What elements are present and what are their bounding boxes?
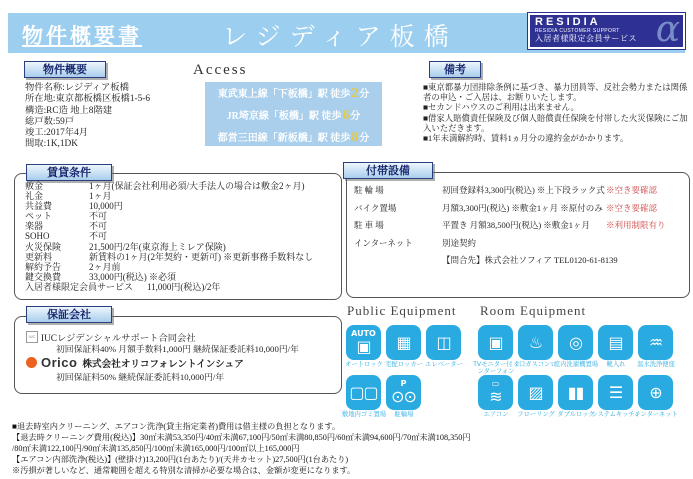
guarantor-terms-1: 初回保証料40% 月額手数料1,000円 継続保証委託料10,000円/年 <box>56 344 299 354</box>
facility-warning: ※空き要確認 <box>606 185 658 195</box>
bicycle-icon: P <box>400 378 407 388</box>
remark-item: ■借家人賠償責任保険及び個人賠償責任保険を付帯した火災保険にご加入いただきます。 <box>423 113 688 133</box>
footnote-line: 【退去時クリーニング費用(税込)】30㎡未満53,350円/40㎡未満67,100円/50㎡未満80,850円/60㎡未満94,600円/70㎡未満108,350円 <box>12 432 471 442</box>
guarantor-name: 株式会社オリコフォレントインシュア <box>82 358 244 370</box>
bicycle-glyph: ⊙⊙ <box>391 386 416 406</box>
route-suffix: 分 <box>359 133 370 144</box>
badge-service-label: 入居者様限定会員サービス <box>535 34 637 43</box>
internet-glyph: ⊕ <box>649 382 662 402</box>
elevator-glyph: ◫ <box>436 332 451 352</box>
section-tab-overview: 物件概要 <box>24 61 106 78</box>
footnote-line: ※汚損が著しいなど、通常範囲を超える特別な清掃が必要な場合は、金額が変更になります。 <box>12 465 356 475</box>
tile-label-garbage-area: 敷地内ゴミ置場 <box>341 411 387 418</box>
orico-logo-icon <box>26 357 37 368</box>
lease-terms-rows <box>25 181 335 292</box>
garbage-glyph: ▢▢ <box>349 382 378 402</box>
lease-row-member-service <box>25 282 335 292</box>
access-route <box>205 105 382 127</box>
tile-label-washer-space: 室内洗濯機置場 <box>553 361 599 368</box>
public-equipment-title: Public Equipment <box>347 303 457 318</box>
route-text: 都営三田線「新板橋」駅 徒歩 <box>217 133 351 144</box>
lease-row <box>25 191 335 201</box>
guarantor-terms-2: 初回保証料50% 継続保証委託料10,000円/年 <box>56 372 225 382</box>
lease-label: 火災保険 <box>25 241 62 252</box>
aircon-glyph: ≋ <box>489 386 502 406</box>
tile-flooring <box>518 375 553 410</box>
badge-subtitle: RESIDIA CUSTOMER SUPPORT <box>535 28 620 34</box>
lease-row <box>25 242 335 252</box>
lease-row <box>25 231 335 241</box>
lease-value: 1ヶ月(保証会社利用必須/大手法人の場合は敷金2ヶ月) <box>89 181 305 191</box>
facility-row <box>354 217 684 235</box>
tile-delivery-locker <box>386 325 421 360</box>
overview-line: 物件名称:レジディア板橋 <box>25 83 129 93</box>
facility-warning: ※空き要確認 <box>606 202 658 213</box>
lease-value: 不可 <box>89 211 108 222</box>
lease-row <box>25 272 335 282</box>
locker-glyph: ▦ <box>396 332 411 352</box>
route-text: 東武東上線「下板橋」駅 徒歩 <box>217 89 351 100</box>
tile-garbage-area <box>346 375 381 410</box>
section-tab-remarks: 備考 <box>429 61 481 78</box>
tile-label-intercom: TVモニター付インターフォン <box>473 361 519 375</box>
room-equipment-title: Room Equipment <box>480 303 587 318</box>
lease-value: 10,000円 <box>89 201 123 212</box>
facility-value: 月額3,300円(税込) ※敷金1ヶ月 ※原付のみ <box>442 202 603 213</box>
tile-shoe-box <box>598 325 633 360</box>
tile-bicycle-parking <box>386 375 421 410</box>
tile-washlet <box>638 325 673 360</box>
tile-label-air-conditioner: エアコン <box>483 411 509 418</box>
facility-warning: ※利用制限有り <box>606 220 666 230</box>
overview-lines <box>25 83 150 151</box>
access-route <box>205 127 382 149</box>
remark-item: ■セカンドハウスのご利用は出来ません。 <box>423 103 579 113</box>
document-title: 物件概要書 <box>22 24 142 48</box>
lease-value: 不可 <box>89 221 108 232</box>
tile-label-delivery-locker: 宅配ロッカー <box>385 361 423 368</box>
tile-label-washlet: 温水洗浄便座 <box>637 361 675 368</box>
tile-label-system-kitchen: システムキッチン <box>591 411 641 418</box>
alpha-watermark-icon: α <box>655 13 680 49</box>
access-route <box>205 83 382 105</box>
lease-label: SOHO <box>25 231 50 242</box>
lease-value: 11,000円(税込)/2年 <box>147 281 221 292</box>
lease-label: 入居者様限定会員サービス <box>25 281 134 292</box>
lease-label: 敷金 <box>25 181 44 191</box>
remarks-list <box>423 83 689 144</box>
access-title: Access <box>193 62 248 78</box>
tile-air-conditioner <box>478 375 513 410</box>
lease-value: 21,500円/2年(東京海上ミレア保険) <box>89 241 226 252</box>
lease-value: 不可 <box>89 231 108 242</box>
guarantor-company-2 <box>26 355 244 370</box>
facility-row <box>354 182 684 200</box>
footnote-line: /80㎡未満122,100円/90㎡未満135,850円/100㎡未満165,000円/100㎡以上165,000円 <box>12 443 300 453</box>
tile-internet <box>638 375 673 410</box>
tile-label-gas-stove: 2口ガスコンロ <box>515 361 557 368</box>
facility-label: インターネット <box>354 237 413 248</box>
tile-label-internet: インターネット <box>634 411 678 418</box>
overview-line: 竣工:2017年4月 <box>25 128 89 139</box>
flooring-glyph: ▨ <box>528 382 543 402</box>
washer-glyph: ◎ <box>569 332 582 352</box>
section-tab-guarantors: 保証会社 <box>26 306 112 323</box>
facility-label: バイク置場 <box>354 202 397 213</box>
footnote-line: ■退去時室内クリーニング、エアコン洗浄(貸主指定業者)費用は借主様の負担となります。 <box>12 422 341 431</box>
overview-line: 所在地:東京都板橋区板橋1-5-6 <box>25 94 150 105</box>
tile-label-shoe-box: 靴入れ <box>606 361 626 368</box>
aircon-icon: ▭ <box>491 378 500 388</box>
facility-row <box>354 200 684 218</box>
lease-label: 解約予告 <box>25 261 62 272</box>
lease-label: 礼金 <box>25 191 44 202</box>
tile-label-flooring: フローリング <box>517 411 555 418</box>
lease-row <box>25 221 335 231</box>
lease-row <box>25 252 335 262</box>
tile-autolock <box>346 325 381 360</box>
route-text: JR埼京線「板橋」駅 徒歩 <box>226 111 342 122</box>
walk-minutes: 2 <box>351 86 359 101</box>
route-suffix: 分 <box>350 111 361 122</box>
tile-elevator <box>426 325 461 360</box>
tile-washer-space <box>558 325 593 360</box>
tile-label-elevator: エレベーター <box>425 361 463 368</box>
route-suffix: 分 <box>359 89 370 100</box>
lease-row <box>25 211 335 221</box>
overview-line: 間取:1K,1DK <box>25 139 78 150</box>
tile-label-bicycle-parking: 駐輪場 <box>394 411 414 418</box>
tile-intercom <box>478 325 513 360</box>
lease-row <box>25 201 335 211</box>
facility-contact: 【問合先】株式会社ソフィア TEL0120-61-8139 <box>442 255 618 265</box>
lease-label: 楽器 <box>25 221 44 232</box>
orico-wordmark: Orico <box>41 355 78 370</box>
facility-label: 駐 車 場 <box>354 220 384 230</box>
walk-minutes: 8 <box>351 130 359 145</box>
tile-gas-stove <box>518 325 553 360</box>
tile-double-lock <box>558 375 593 410</box>
walk-minutes: 6 <box>342 108 350 123</box>
facility-label: 駐 輪 場 <box>354 185 384 195</box>
lease-row <box>25 262 335 272</box>
section-tab-facilities: 付帯設備 <box>343 162 433 179</box>
lease-label: ペット <box>25 211 53 222</box>
footnote-line: 【エアコン内部洗浄(税込)】(壁掛け)13,200円(1台あたり)/(天井カセット)27,500円(1台あたり) <box>12 454 349 464</box>
autolock-glyph: ▣ <box>356 336 371 356</box>
lease-label: 更新料 <box>25 251 53 262</box>
facility-value: 初回登録料3,300円(税込) ※上下段ラック式 <box>442 185 605 195</box>
footnotes <box>12 422 471 477</box>
guarantor-name: IUCレジデンシャルサポート合同会社 <box>41 334 196 344</box>
lease-value: 33,000円(税込) ※必須 <box>89 271 176 282</box>
lease-label: 鍵交換費 <box>25 271 62 282</box>
remark-item: ■東京都暴力団排除条例に基づき、暴力団員等、反社会勢力または関係者の申込・ご入居は、お断りいたします。 <box>423 83 688 103</box>
overview-line: 総戸数:59戸 <box>25 116 75 127</box>
washlet-glyph: ♒ <box>648 332 663 352</box>
lease-value: 1ヶ月 <box>89 191 112 202</box>
kitchen-glyph: ☰ <box>608 382 623 402</box>
doublelock-glyph: ▮▮ <box>567 382 584 402</box>
lease-row <box>25 181 335 191</box>
facility-row <box>354 235 684 253</box>
intercom-glyph: ▣ <box>488 332 503 352</box>
facilities-rows <box>354 182 684 270</box>
facility-value: 平置き 月額38,500円(税込) ※敷金1ヶ月 <box>442 220 591 230</box>
autolock-icon: AUTO <box>351 328 376 338</box>
access-box <box>205 82 382 146</box>
property-name-title: レジディア板橋 <box>222 24 458 51</box>
remark-item: ■1年未満解約時、賃料1ヵ月分の違約金がかかります。 <box>423 134 629 144</box>
iuc-logo-icon: IUC <box>26 331 38 343</box>
badge-brand: RESIDIA <box>535 16 601 28</box>
lease-label: 共益費 <box>25 201 53 212</box>
lease-value: 2ヶ月前 <box>89 261 121 272</box>
tile-label-double-lock: ダブルロック <box>557 411 595 418</box>
section-tab-lease-terms: 賃貸条件 <box>26 164 112 181</box>
tile-system-kitchen <box>598 375 633 410</box>
facility-value: 別途契約 <box>442 237 477 248</box>
overview-line: 構造:RC造 地上8階建 <box>25 105 113 116</box>
shoebox-glyph: ▤ <box>608 332 623 352</box>
lease-value: 新賃料の1ヶ月(2年契約・更新可) ※更新事務手数料なし <box>89 251 314 262</box>
stove-glyph: ♨ <box>528 332 543 352</box>
residia-badge <box>528 13 685 49</box>
tile-label-autolock: オートロック <box>345 361 383 368</box>
